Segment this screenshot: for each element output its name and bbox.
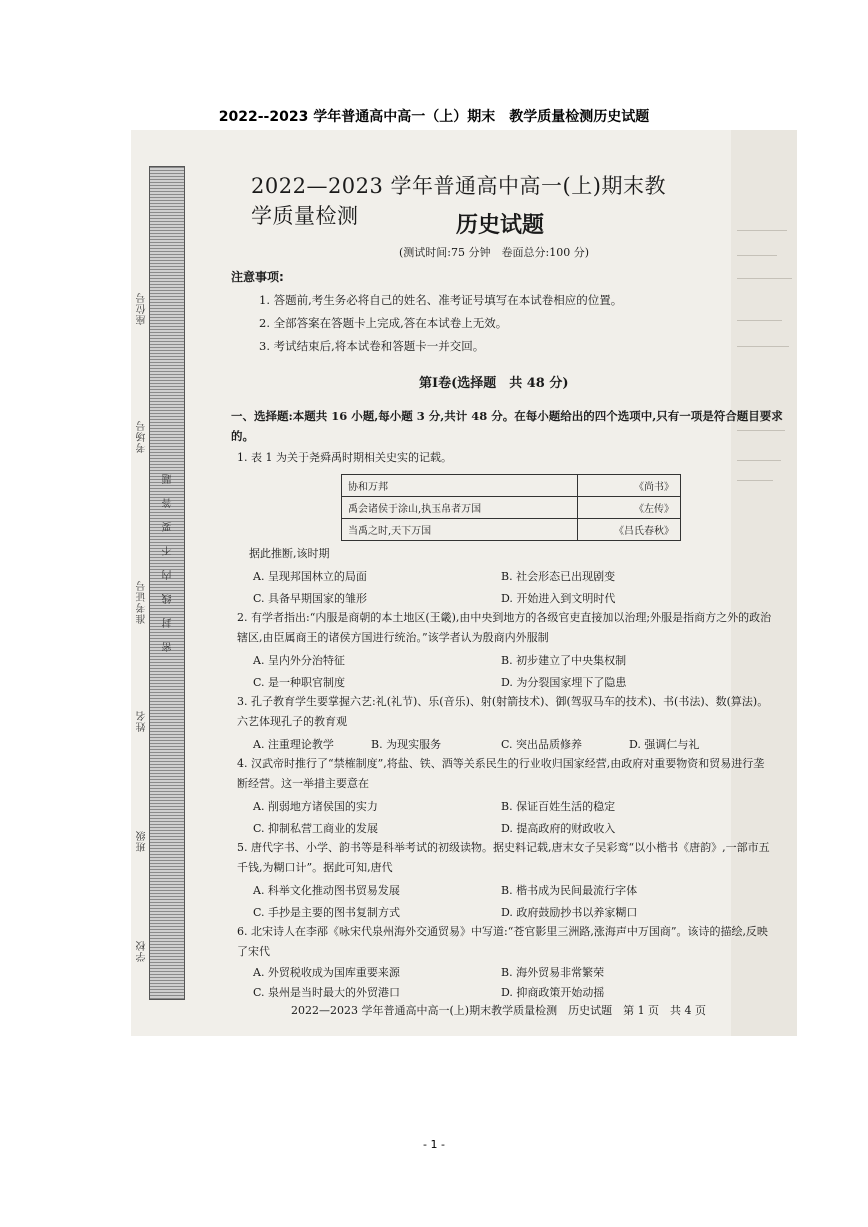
exam-paper-photo: [131, 130, 797, 1036]
paper-footer: 2022—2023 学年普通高中高一(上)期末教学质量检测 历史试题 第 1 页 共 4 页: [291, 1004, 707, 1017]
option-b: B. 海外贸易非常繁荣: [501, 966, 605, 979]
question-stem: 1. 表 1 为关于尧舜禹时期相关史实的记载。: [237, 451, 452, 464]
question-stem: 2. 有学者指出:“内服是商朝的本土地区(王畿),由中央到地方的各级官吏直接加以治理;外服是指商方之外的政治辖区,由臣属商王的诸侯方国进行统治。”该学者认为殷商内外服制: [237, 611, 772, 644]
option-a: A. 呈现邦国林立的局面: [253, 570, 367, 583]
source-table: [341, 474, 681, 541]
option-a: A. 削弱地方诸侯国的实力: [253, 800, 378, 813]
option-d: D. 为分裂国家埋下了隐患: [501, 676, 627, 689]
table-row: [342, 497, 681, 519]
notice-item: 1. 答题前,考生务必将自己的姓名、准考证号填写在本试卷相应的位置。: [259, 293, 623, 307]
table-cell-event: 协和万邦: [342, 475, 578, 497]
option-d: D. 抑商政策开始动摇: [501, 986, 605, 999]
notice-item: 2. 全部答案在答题卡上完成,答在本试卷上无效。: [259, 316, 508, 330]
question-prompt: 据此推断,该时期: [249, 547, 330, 560]
table-row: [342, 519, 681, 541]
question-stem: 4. 汉武帝时推行了“禁榷制度”,将盐、铁、酒等关系民生的行业收归国家经营,由政府对重要物资和贸易进行垄断经营。这一举措主要意在: [237, 757, 765, 790]
option-c: C. 是一种职官制度: [253, 676, 346, 689]
table-cell-source: 《吕氏春秋》: [578, 519, 681, 541]
option-b: B. 为现实服务: [371, 738, 442, 751]
option-d: D. 强调仁与礼: [629, 738, 700, 751]
part-heading: 第Ⅰ卷(选择题 共 48 分): [419, 376, 569, 391]
next-page-edge: [731, 130, 797, 1036]
option-a: A. 外贸税收成为国库重要来源: [253, 966, 400, 979]
section-heading: 一、选择题:本题共 16 小题,每小题 3 分,共计 48 分。在每小题给出的四个选项中,只有一项是符合题目要求的。: [231, 409, 783, 443]
option-b: B. 初步建立了中央集权制: [501, 654, 627, 667]
option-c: C. 具备早期国家的雏形: [253, 592, 368, 605]
option-c: C. 泉州是当时最大的外贸港口: [253, 986, 401, 999]
table-cell-event: 当禹之时,天下万国: [342, 519, 578, 541]
exam-room-label: 考场号: [137, 420, 148, 453]
admission-number-label: 准考证号: [137, 580, 148, 624]
name-label: 姓名: [137, 710, 148, 732]
option-d: D. 政府鼓励抄书以养家糊口: [501, 906, 638, 919]
option-b: B. 社会形态已出现剧变: [501, 570, 616, 583]
option-d: D. 开始进入到文明时代: [501, 592, 616, 605]
question-stem: 3. 孔子教育学生要掌握六艺:礼(礼节)、乐(音乐)、射(射箭技术)、御(驾驭马车的技术)、书(书法)、数(算法)。六艺体现孔子的教育观: [237, 695, 769, 728]
exam-subject: 历史试题: [456, 212, 545, 238]
option-b: B. 楷书成为民间最流行字体: [501, 884, 638, 897]
option-d: D. 提高政府的财政收入: [501, 822, 616, 835]
option-a: A. 注重理论教学: [253, 738, 334, 751]
exam-title: 2022—2023 学年普通高中高一(上)期末教学质量检测: [251, 174, 666, 228]
document-title: 2022--2023 学年普通高中高一（上）期末 教学质量检测历史试题: [218, 109, 650, 125]
seat-number-label: 座位号: [137, 292, 148, 325]
seal-line-notice: 密封线内不要答题: [163, 460, 174, 652]
table-row: [342, 475, 681, 497]
option-a: A. 呈内外分治特征: [253, 654, 345, 667]
notice-item: 3. 考试结束后,将本试卷和答题卡一并交回。: [259, 339, 485, 353]
class-label: 班级: [137, 830, 148, 852]
table-cell-event: 禹会诸侯于涂山,执玉帛者万国: [342, 497, 578, 519]
option-c: C. 手抄是主要的图书复制方式: [253, 906, 401, 919]
option-a: A. 科举文化推动图书贸易发展: [253, 884, 400, 897]
exam-timing: (测试时间:75 分钟 卷面总分:100 分): [399, 246, 589, 259]
option-b: B. 保证百姓生活的稳定: [501, 800, 616, 813]
question-stem: 5. 唐代字书、小学、韵书等是科举考试的初级读物。据史料记载,唐末女子吴彩鸾“以小楷书《唐韵》,一部市五千钱,为糊口计”。据此可知,唐代: [237, 841, 770, 874]
notice-heading: 注意事项:: [231, 270, 284, 284]
option-c: C. 突出品质修养: [501, 738, 583, 751]
page-number: - 1 -: [423, 1138, 445, 1151]
table-cell-source: 《左传》: [578, 497, 681, 519]
table-cell-source: 《尚书》: [578, 475, 681, 497]
question-stem: 6. 北宋诗人在李邴《咏宋代泉州海外交通贸易》中写道:“苍官影里三洲路,涨海声中万国商”。该诗的描绘,反映了宋代: [237, 925, 768, 958]
option-c: C. 抑制私营工商业的发展: [253, 822, 379, 835]
school-label: 学校: [137, 940, 148, 962]
